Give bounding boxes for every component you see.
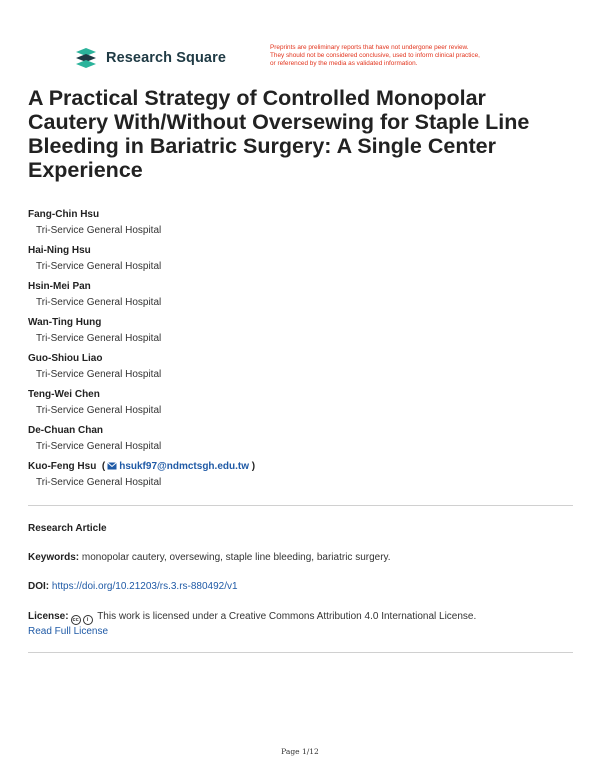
author-entry [28, 208, 568, 244]
close-paren: ) [248, 461, 256, 472]
author-name[interactable]: Hai-Ning Hsu [28, 245, 91, 256]
author-affiliation: Tri-Service General Hospital [36, 477, 162, 488]
header [74, 44, 594, 80]
author-name[interactable]: Wan-Ting Hung [28, 317, 102, 328]
author-affiliation: Tri-Service General Hospital [36, 261, 162, 272]
author-name[interactable]: Teng-Wei Chen [28, 389, 100, 400]
mail-icon [107, 462, 117, 470]
doi-label: DOI: [28, 581, 50, 592]
author-affiliation: Tri-Service General Hospital [36, 333, 162, 344]
author-entry [28, 460, 568, 496]
author-name[interactable]: Hsin-Mei Pan [28, 281, 91, 292]
brand-name-part1: Research [106, 50, 173, 66]
keywords-label: Keywords: [28, 552, 80, 563]
open-paren: ( [99, 461, 106, 472]
doi-link[interactable]: https://doi.org/10.21203/rs.3.rs-880492/v1 [51, 581, 238, 592]
author-name[interactable]: De-Chuan Chan [28, 425, 103, 436]
author-entry [28, 280, 568, 316]
keywords-value: monopolar cautery, oversewing, staple line bleeding, bariatric surgery. [81, 552, 391, 563]
brand-name [106, 50, 226, 66]
page-number: Page 1/12 [281, 747, 319, 756]
cc-license-icons [71, 615, 93, 625]
read-full-license-link[interactable]: Read Full License [28, 626, 109, 637]
author-email-link[interactable]: hsukf97@ndmctsgh.edu.tw [119, 461, 249, 472]
brand-name-part2: Square [176, 50, 226, 66]
keywords [28, 551, 573, 565]
research-square-logo[interactable] [74, 48, 226, 68]
author-name[interactable]: Fang-Chin Hsu [28, 209, 100, 220]
license [28, 610, 573, 639]
license-text: This work is licensed under a Creative Commons Attribution 4.0 International License. [97, 611, 477, 622]
author-entry [28, 424, 568, 460]
author-affiliation: Tri-Service General Hospital [36, 441, 162, 452]
paper-title: A Practical Strategy of Controlled Monopolar Cautery With/Without Oversewing for Staple Line Bleeding in Bariatric Surgery: A Single Center Experience [28, 86, 530, 182]
author-entry [28, 316, 568, 352]
corresponding-author [28, 460, 568, 474]
notice-line: They should not be considered conclusive, used to inform clinical practice, [270, 52, 480, 59]
preprint-notice [270, 44, 600, 68]
author-entry [28, 352, 568, 388]
author-affiliation: Tri-Service General Hospital [36, 297, 162, 308]
cc-by-icon: i [83, 615, 93, 625]
divider [28, 505, 573, 506]
article-type: Research Article [28, 523, 107, 534]
author-affiliation: Tri-Service General Hospital [36, 225, 162, 236]
research-square-logo-icon [74, 48, 98, 68]
license-label: License: [28, 611, 69, 622]
divider [28, 652, 573, 653]
author-name[interactable]: Kuo-Feng Hsu [28, 461, 97, 472]
notice-line: Preprints are preliminary reports that have not undergone peer review. [270, 44, 469, 51]
notice-line: or referenced by the media as validated information. [270, 60, 418, 67]
author-affiliation: Tri-Service General Hospital [36, 369, 162, 380]
author-name[interactable]: Guo-Shiou Liao [28, 353, 103, 364]
author-list [28, 208, 568, 496]
cc-icon: cc [72, 617, 79, 623]
author-entry [28, 388, 568, 424]
author-entry [28, 244, 568, 280]
author-affiliation: Tri-Service General Hospital [36, 405, 162, 416]
doi [28, 580, 573, 594]
